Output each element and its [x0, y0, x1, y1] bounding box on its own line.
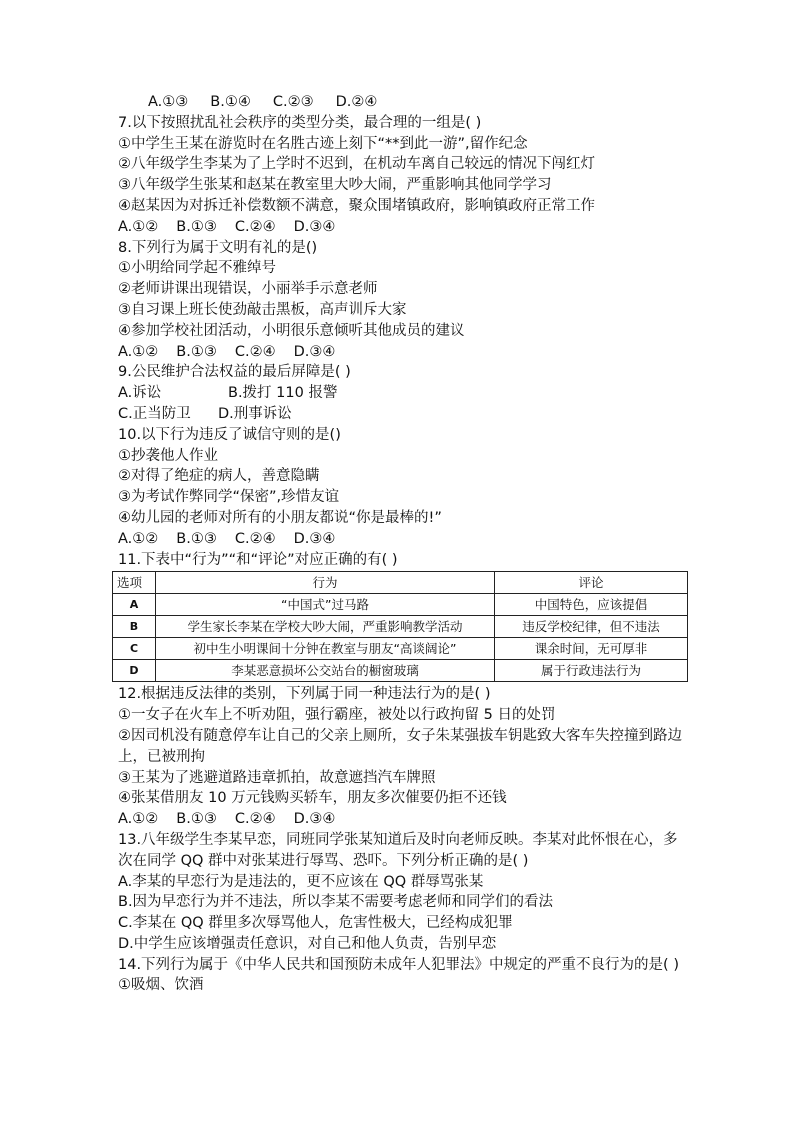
q13-option-b: B.因为早恋行为并不违法，所以李某不需要考虑老师和同学们的看法: [118, 894, 554, 911]
q7-item: ②八年级学生李某为了上学时不迟到，在机动车离自己较远的情况下闯红灯: [118, 156, 595, 173]
table-row: [113, 660, 688, 682]
q10-stem: 10.以下行为违反了诚信守则的是(): [118, 426, 341, 443]
q8-item: ①小明给同学起不雅绰号: [118, 260, 276, 277]
q10-option-c: C.②④: [234, 530, 276, 547]
table-cell-comment: 中国特色，应该提倡: [495, 594, 688, 616]
q13-option-d: D.中学生应该增强责任意识，对自己和他人负责，告别早恋: [118, 935, 497, 952]
table-header-option: 选项: [113, 572, 156, 594]
q8-option-a: A.①②: [118, 343, 159, 360]
table-header-behavior: 行为: [156, 572, 495, 594]
q12-options: [118, 809, 688, 830]
q7-stem: 7.以下按照扰乱社会秩序的类型分类，最合理的一组是( ): [118, 114, 482, 131]
q7-option-b: B.①③: [176, 218, 217, 235]
q6-options: [118, 92, 688, 113]
table-cell-comment: 违反学校纪律，但不违法: [495, 616, 688, 638]
q9-options-row1: [118, 383, 688, 404]
table-row: [113, 638, 688, 660]
table-cell-option: D: [113, 660, 156, 682]
q7-item: ③八年级学生张某和赵某在教室里大吵大闹，严重影响其他同学学习: [118, 177, 552, 194]
q12-item: ①一女子在火车上不听劝阻，强行霸座，被处以行政拘留 5 日的处罚: [118, 707, 556, 724]
q10-item: ①抄袭他人作业: [118, 447, 218, 464]
q7-option-c: C.②④: [234, 218, 276, 235]
q6-option-b: B.①④: [210, 94, 251, 110]
q12-item: ④张某借朋友 10 万元钱购买轿车，朋友多次催要仍拒不还钱: [118, 790, 507, 807]
q7-options: [118, 217, 688, 238]
q13-option-c: C.李某在 QQ 群里多次辱骂他人，危害性极大，已经构成犯罪: [118, 915, 513, 932]
q14-item: ①吸烟、饮酒: [118, 977, 204, 994]
table-cell-behavior: 李某恶意损坏公交站台的橱窗玻璃: [156, 660, 495, 682]
exam-page: [118, 92, 688, 996]
q11-stem: 11.下表中“行为”“和“评论”对应正确的有( ): [118, 551, 398, 568]
q12-item: ③王某为了逃避道路违章抓拍，故意遮挡汽车牌照: [118, 769, 436, 786]
q10-options: [118, 529, 688, 550]
q12-option-b: B.①③: [176, 811, 217, 828]
table-cell-behavior: “中国式”过马路: [156, 594, 495, 616]
table-cell-behavior: 学生家长李某在学校大吵大闹，严重影响教学活动: [156, 616, 495, 638]
q6-option-c: C.②③: [272, 94, 314, 110]
q13-option-a: A.李某的早恋行为是违法的，更不应该在 QQ 群辱骂张某: [118, 873, 484, 890]
table-header-row: [113, 572, 688, 594]
q9-option-b: B.拨打 110 报警: [228, 385, 338, 402]
q12-stem: 12.根据违反法律的类别，下列属于同一种违法行为的是( ): [118, 686, 491, 703]
q8-option-d: D.③④: [293, 343, 336, 360]
table-cell-option: A: [113, 594, 156, 616]
q7-option-a: A.①②: [118, 218, 159, 235]
table-row: [113, 594, 688, 616]
table-cell-option: C: [113, 638, 156, 660]
q13-stem: 13.八年级学生李某早恋，同班同学张某知道后及时向老师反映。李某对此怀恨在心，多次在同学 QQ 群中对张某进行辱骂、恐吓。下列分析正确的是( ): [118, 831, 678, 869]
q8-stem: 8.下列行为属于文明有礼的是(): [118, 239, 318, 256]
q12-option-a: A.①②: [118, 811, 159, 828]
q10-item: ②对得了绝症的病人，善意隐瞒: [118, 468, 320, 485]
q10-item: ③为考试作弊同学“保密”,珍惜友谊: [118, 489, 340, 506]
q9-option-c: C.正当防卫: [118, 405, 191, 422]
q10-option-b: B.①③: [176, 530, 217, 547]
q10-option-a: A.①②: [118, 530, 159, 547]
q6-option-a: A.①③: [148, 94, 189, 110]
table-cell-comment: 属于行政违法行为: [495, 660, 688, 682]
q9-stem: 9.公民维护合法权益的最后屏障是( ): [118, 364, 351, 381]
q11-table: [112, 571, 688, 682]
q12-option-c: C.②④: [234, 811, 276, 828]
q8-options: [118, 342, 688, 363]
table-cell-behavior: 初中生小明课间十分钟在教室与朋友“高谈阔论”: [156, 638, 495, 660]
q8-item: ②老师讲课出现错误，小丽举手示意老师: [118, 281, 378, 298]
q12-item: ②因司机没有随意停车让自己的父亲上厕所，女子朱某强拔车钥匙致大客车失控撞到路边上，已被刑拘: [118, 727, 682, 765]
q7-option-d: D.③④: [293, 218, 336, 235]
q14-stem: 14.下列行为属于《中华人民共和国预防未成年人犯罪法》中规定的严重不良行为的是( ): [118, 956, 679, 973]
table-cell-comment: 课余时间，无可厚非: [495, 638, 688, 660]
q10-option-d: D.③④: [293, 530, 336, 547]
q7-item: ④赵某因为对拆迁补偿数额不满意，聚众围堵镇政府，影响镇政府正常工作: [118, 197, 595, 214]
q8-item: ④参加学校社团活动，小明很乐意倾听其他成员的建议: [118, 322, 465, 339]
q8-option-c: C.②④: [234, 343, 276, 360]
q8-item: ③自习课上班长使劲敲击黑板，高声训斥大家: [118, 301, 407, 318]
q9-options-row2: [118, 404, 688, 425]
q12-option-d: D.③④: [293, 811, 336, 828]
q8-option-b: B.①③: [176, 343, 217, 360]
q10-item: ④幼儿园的老师对所有的小朋友都说“你是最棒的!”: [118, 509, 442, 526]
table-cell-option: B: [113, 616, 156, 638]
q7-item: ①中学生王某在游览时在名胜古迹上刻下“**到此一游”,留作纪念: [118, 135, 528, 152]
q6-option-d: D.②④: [335, 94, 378, 110]
table-header-comment: 评论: [495, 572, 688, 594]
table-row: [113, 616, 688, 638]
q9-option-a: A.诉讼: [118, 385, 162, 402]
q9-option-d: D.刑事诉讼: [218, 405, 292, 422]
